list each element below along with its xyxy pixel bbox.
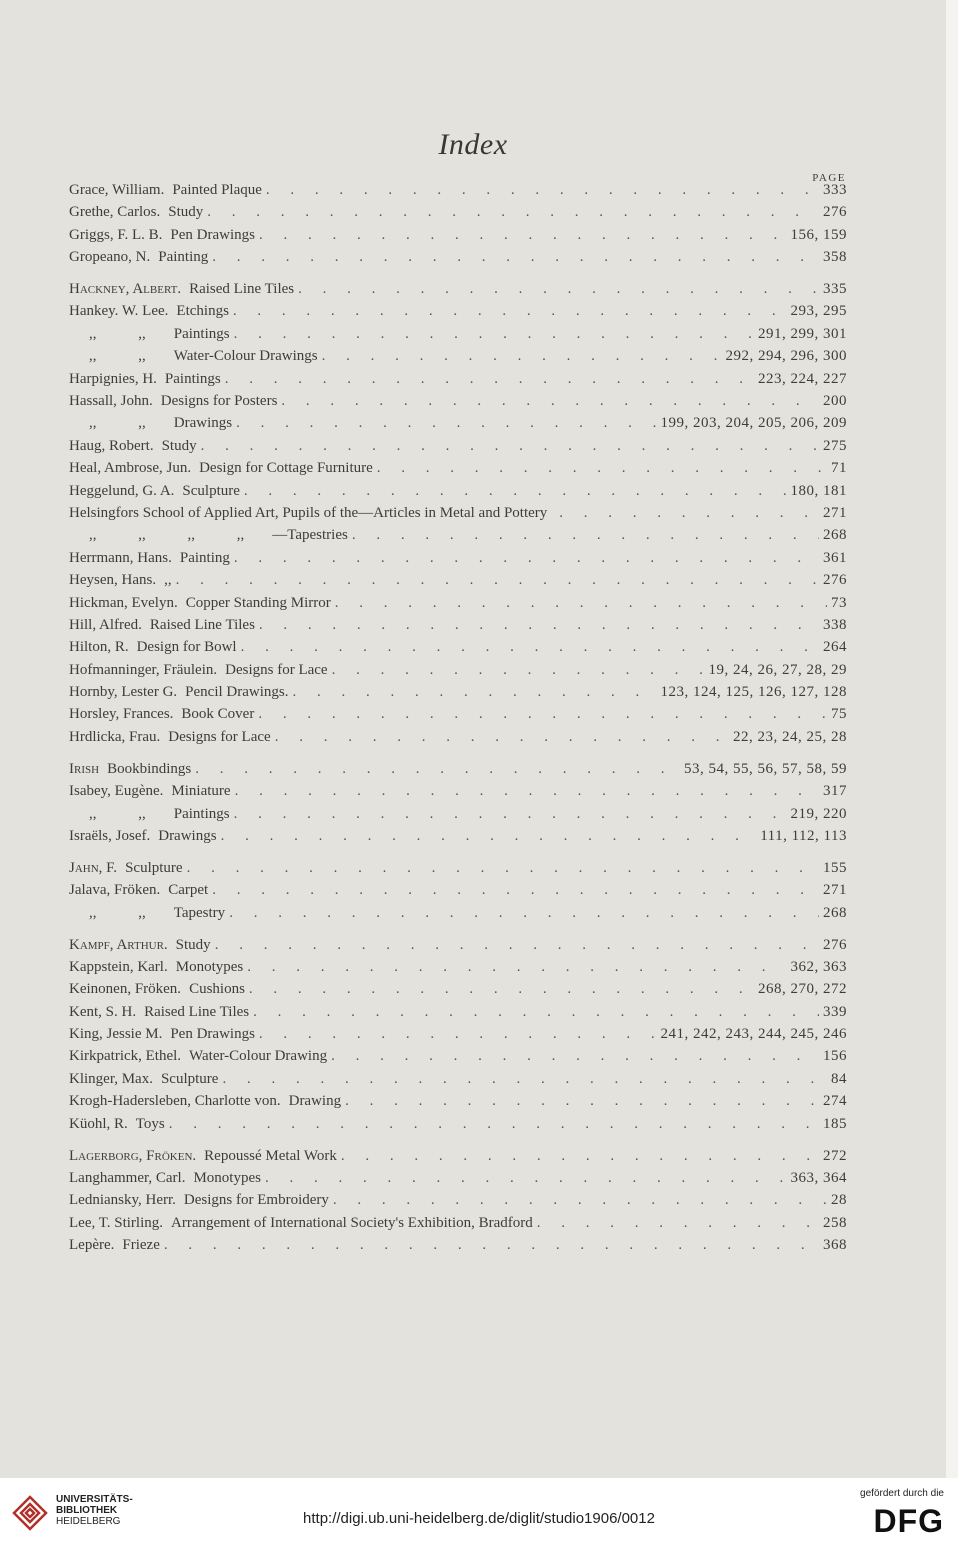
page-numbers: 291, 299, 301 bbox=[758, 325, 847, 342]
artist-name: Küohl, R. bbox=[69, 1115, 128, 1132]
page-numbers: 241, 242, 243, 244, 245, 246 bbox=[660, 1026, 847, 1043]
page-numbers: 293, 295 bbox=[790, 303, 847, 320]
dfg-logo: DFG bbox=[873, 1503, 944, 1539]
page-numbers: 53, 54, 55, 56, 57, 58, 59 bbox=[684, 760, 847, 777]
index-list bbox=[69, 182, 847, 1259]
work-title: Monotypes bbox=[175, 958, 244, 975]
entry-text bbox=[69, 882, 208, 899]
entry-text bbox=[69, 783, 231, 800]
entry-text bbox=[69, 505, 555, 522]
page-numbers: 276 bbox=[823, 936, 847, 953]
page-column-label: PAGE bbox=[812, 172, 846, 184]
dot-leader bbox=[537, 1215, 819, 1232]
work-title: Etchings bbox=[176, 303, 229, 320]
ditto-marks: ,, ,, bbox=[89, 348, 146, 365]
index-entry bbox=[69, 1116, 847, 1138]
dot-leader bbox=[195, 761, 680, 778]
index-entry bbox=[69, 1071, 847, 1093]
page-numbers: 156 bbox=[823, 1048, 847, 1065]
work-title: Raised Line Tiles bbox=[144, 1003, 250, 1020]
artist-name: Ledniansky, Herr. bbox=[69, 1192, 176, 1209]
work-title: Raised Line Tiles bbox=[189, 281, 295, 298]
dot-leader bbox=[234, 326, 754, 343]
dot-leader bbox=[212, 882, 819, 899]
work-title: Sculpture bbox=[182, 482, 240, 499]
work-title: Study bbox=[168, 204, 204, 221]
entry-text bbox=[69, 828, 217, 845]
work-title: Miniature bbox=[171, 783, 231, 800]
page-numbers: 75 bbox=[831, 706, 847, 723]
artist-name: Jalava, Fröken. bbox=[69, 882, 161, 899]
artist-name: Kampf, Arthur. bbox=[69, 936, 168, 953]
entry-text bbox=[69, 937, 211, 954]
page-numbers: 264 bbox=[823, 639, 847, 656]
dot-leader bbox=[225, 371, 754, 388]
dot-leader bbox=[266, 182, 819, 199]
index-entry bbox=[69, 505, 847, 527]
page-numbers: 276 bbox=[823, 572, 847, 589]
index-entry bbox=[69, 1170, 847, 1192]
entry-text bbox=[69, 204, 203, 221]
artist-name: Hankey. W. Lee. bbox=[69, 303, 169, 320]
artist-name: Klinger, Max. bbox=[69, 1070, 153, 1087]
page-numbers: 73 bbox=[831, 594, 847, 611]
dot-leader bbox=[164, 1237, 819, 1254]
entry-text bbox=[69, 303, 229, 320]
dot-leader bbox=[275, 729, 729, 746]
index-entry bbox=[69, 393, 847, 415]
page-edge bbox=[946, 0, 958, 1478]
entry-text bbox=[69, 806, 230, 823]
group-spacer bbox=[69, 850, 847, 860]
group-spacer bbox=[69, 1138, 847, 1148]
index-entry bbox=[69, 639, 847, 661]
work-title: Drawings bbox=[158, 827, 217, 844]
work-title: Repoussé Metal Work bbox=[204, 1147, 337, 1164]
page-numbers: 338 bbox=[823, 616, 847, 633]
dot-leader bbox=[229, 905, 819, 922]
index-entry bbox=[69, 1026, 847, 1048]
dot-leader bbox=[259, 617, 819, 634]
page-numbers: 185 bbox=[823, 1115, 847, 1132]
dot-leader bbox=[559, 505, 819, 522]
work-title: Arrangement of International Society's Exhibition, Bradford bbox=[171, 1214, 533, 1231]
page-numbers: 274 bbox=[823, 1093, 847, 1110]
dot-leader bbox=[293, 684, 657, 701]
entry-text bbox=[69, 1048, 327, 1065]
page-numbers: 180, 181 bbox=[790, 482, 847, 499]
artist-name: Griggs, F. L. B. bbox=[69, 226, 163, 243]
index-entry bbox=[69, 460, 847, 482]
dot-leader bbox=[236, 415, 656, 432]
artist-name: Langhammer, Carl. bbox=[69, 1169, 186, 1186]
entry-text bbox=[69, 662, 328, 679]
page-title: Index bbox=[438, 128, 508, 161]
artist-name: Heggelund, G. A. bbox=[69, 482, 175, 499]
dot-leader bbox=[265, 1170, 787, 1187]
artist-name: Kirkpatrick, Ethel. bbox=[69, 1048, 182, 1065]
index-entry bbox=[69, 1215, 847, 1237]
work-title: Paintings bbox=[173, 805, 230, 822]
page-numbers: 368 bbox=[823, 1237, 847, 1254]
index-entry bbox=[69, 1048, 847, 1070]
entry-text bbox=[69, 1026, 255, 1043]
dot-leader bbox=[241, 639, 819, 656]
entry-text bbox=[69, 1192, 329, 1209]
artist-name: Herrmann, Hans. bbox=[69, 549, 172, 566]
dot-leader bbox=[212, 249, 819, 266]
index-entry bbox=[69, 182, 847, 204]
artist-name: Isabey, Eugène. bbox=[69, 783, 164, 800]
dot-leader bbox=[222, 1071, 827, 1088]
artist-name: Lee, T. Stirling. bbox=[69, 1214, 164, 1231]
dot-leader bbox=[298, 281, 819, 298]
artist-name: Hrdlicka, Frau. bbox=[69, 728, 161, 745]
ditto-marks: ,, ,, bbox=[89, 805, 146, 822]
work-title: Designs for Embroidery bbox=[183, 1192, 329, 1209]
page-numbers: 275 bbox=[823, 437, 847, 454]
entry-text bbox=[69, 527, 348, 544]
work-title: Water-Colour Drawings bbox=[173, 348, 318, 365]
artist-name: Keinonen, Fröken. bbox=[69, 981, 182, 998]
dot-leader bbox=[234, 550, 819, 567]
page-numbers: 19, 24, 26, 27, 28, 29 bbox=[708, 661, 847, 678]
page-numbers: 272 bbox=[823, 1147, 847, 1164]
work-title: Painted Plaque bbox=[172, 182, 262, 198]
funding-note: gefördert durch die bbox=[860, 1488, 944, 1499]
entry-text bbox=[69, 981, 245, 998]
page-numbers: 84 bbox=[831, 1070, 847, 1087]
page-numbers: 156, 159 bbox=[790, 226, 847, 243]
artist-name: King, Jessie M. bbox=[69, 1026, 163, 1043]
page-numbers: 111, 112, 113 bbox=[760, 827, 847, 844]
dot-leader bbox=[169, 1116, 819, 1133]
library-name-line: BIBLIOTHEK bbox=[56, 1505, 118, 1516]
artist-name: Horsley, Frances. bbox=[69, 706, 174, 723]
entry-text bbox=[69, 483, 240, 500]
entry-text bbox=[69, 249, 208, 266]
dot-leader bbox=[176, 572, 819, 589]
work-title: Pen Drawings bbox=[170, 1026, 255, 1043]
page-numbers: 200 bbox=[823, 393, 847, 410]
dot-leader bbox=[259, 227, 787, 244]
work-title: Paintings bbox=[173, 325, 230, 342]
work-title: Frieze bbox=[122, 1237, 160, 1254]
work-title: Toys bbox=[135, 1115, 165, 1132]
entry-text bbox=[69, 905, 225, 922]
work-title: Water-Colour Drawing bbox=[189, 1048, 328, 1065]
index-entry bbox=[69, 550, 847, 572]
index-entry bbox=[69, 806, 847, 828]
artist-name: Haug, Robert. bbox=[69, 437, 154, 454]
artist-name: Heal, Ambrose, Jun. bbox=[69, 460, 192, 477]
dot-leader bbox=[187, 860, 819, 877]
dot-leader bbox=[215, 937, 819, 954]
page-numbers: 223, 224, 227 bbox=[758, 370, 847, 387]
dot-leader bbox=[235, 783, 819, 800]
work-title: Painting bbox=[158, 249, 209, 266]
entry-text bbox=[69, 1170, 261, 1187]
page-numbers: 71 bbox=[831, 460, 847, 477]
entry-text bbox=[69, 684, 289, 701]
work-title: Monotypes bbox=[193, 1169, 261, 1186]
entry-text bbox=[69, 761, 191, 778]
index-entry bbox=[69, 882, 847, 904]
entry-text bbox=[69, 595, 331, 612]
index-entry bbox=[69, 662, 847, 684]
ditto-marks: ,, ,, bbox=[89, 415, 146, 432]
ditto-marks: ,, ,, bbox=[89, 904, 146, 921]
group-spacer bbox=[69, 751, 847, 761]
page-numbers: 276 bbox=[823, 204, 847, 221]
entry-text bbox=[69, 729, 271, 746]
work-title: Pencil Drawings. bbox=[185, 684, 289, 701]
index-entry bbox=[69, 937, 847, 959]
group-spacer bbox=[69, 272, 847, 282]
entry-text bbox=[69, 1148, 337, 1165]
work-title: ,, bbox=[164, 572, 172, 589]
page-numbers: 292, 294, 296, 300 bbox=[725, 348, 847, 365]
page-numbers: 123, 124, 125, 126, 127, 128 bbox=[660, 684, 847, 701]
index-entry bbox=[69, 415, 847, 437]
index-entry bbox=[69, 729, 847, 751]
index-entry bbox=[69, 860, 847, 882]
page-numbers: 358 bbox=[823, 249, 847, 266]
index-entry bbox=[69, 959, 847, 981]
artist-name: Hickman, Evelyn. bbox=[69, 594, 178, 611]
artist-name: Grace, William. bbox=[69, 182, 165, 198]
work-title: Designs for Posters bbox=[160, 393, 278, 410]
artist-name: Grethe, Carlos. bbox=[69, 204, 161, 221]
artist-name: Irish bbox=[69, 760, 100, 777]
index-entry bbox=[69, 905, 847, 927]
dot-leader bbox=[201, 438, 819, 455]
work-title: Drawings bbox=[173, 415, 233, 432]
page-numbers: 363, 364 bbox=[790, 1169, 847, 1186]
work-title: Copper Standing Mirror bbox=[185, 594, 331, 611]
dot-leader bbox=[333, 1192, 827, 1209]
entry-text bbox=[69, 1004, 249, 1021]
work-title: Pen Drawings bbox=[170, 226, 255, 243]
artist-name: Kappstein, Karl. bbox=[69, 958, 168, 975]
index-entry bbox=[69, 761, 847, 783]
page-numbers: 219, 220 bbox=[790, 805, 847, 822]
index-entry bbox=[69, 249, 847, 271]
index-entry bbox=[69, 227, 847, 249]
entry-text bbox=[69, 393, 277, 410]
artist-name: Israëls, Josef. bbox=[69, 827, 151, 844]
entry-text bbox=[69, 1237, 160, 1254]
library-name-line: HEIDELBERG bbox=[56, 1516, 121, 1527]
index-entry bbox=[69, 595, 847, 617]
index-entry bbox=[69, 706, 847, 728]
entry-text bbox=[69, 460, 373, 477]
page-numbers: 22, 23, 24, 25, 28 bbox=[733, 728, 847, 745]
work-title: Bookbindings bbox=[107, 760, 192, 777]
page-numbers: 268 bbox=[823, 904, 847, 921]
page-numbers: 268 bbox=[823, 527, 847, 544]
entry-text bbox=[69, 639, 237, 656]
entry-text bbox=[69, 348, 318, 365]
index-entry bbox=[69, 828, 847, 850]
entry-text bbox=[69, 438, 197, 455]
page-numbers: 271 bbox=[823, 504, 847, 521]
work-title: Painting bbox=[179, 549, 230, 566]
library-name-line: UNIVERSITÄTS- bbox=[56, 1494, 133, 1505]
index-entry bbox=[69, 1004, 847, 1026]
dot-leader bbox=[341, 1148, 819, 1165]
dot-leader bbox=[258, 706, 827, 723]
dot-leader bbox=[377, 460, 827, 477]
entry-text bbox=[69, 860, 183, 877]
index-entry bbox=[69, 303, 847, 325]
work-title: Book Cover bbox=[181, 706, 255, 723]
index-entry bbox=[69, 527, 847, 549]
page-numbers: 335 bbox=[823, 281, 847, 298]
work-title: Sculpture bbox=[160, 1070, 219, 1087]
work-title: Sculpture bbox=[125, 859, 183, 876]
dot-leader bbox=[249, 981, 754, 998]
artist-name: Krogh-Hadersleben, Charlotte von. bbox=[69, 1093, 281, 1110]
work-title: Design for Cottage Furniture bbox=[199, 460, 373, 477]
entry-text bbox=[69, 706, 254, 723]
artist-name: Hilton, R. bbox=[69, 639, 129, 656]
work-title: Study bbox=[161, 437, 197, 454]
entry-text bbox=[69, 1093, 341, 1110]
artist-name: Heysen, Hans. bbox=[69, 572, 157, 589]
entry-text bbox=[69, 959, 243, 976]
page-numbers: 268, 270, 272 bbox=[758, 981, 847, 998]
dot-leader bbox=[345, 1093, 819, 1110]
index-entry bbox=[69, 438, 847, 460]
work-title: Paintings bbox=[164, 370, 221, 387]
work-title: Raised Line Tiles bbox=[149, 616, 255, 633]
index-entry bbox=[69, 483, 847, 505]
index-entry bbox=[69, 684, 847, 706]
dot-leader bbox=[244, 483, 787, 500]
page-numbers: 199, 203, 204, 205, 206, 209 bbox=[660, 415, 847, 432]
page-numbers: 361 bbox=[823, 549, 847, 566]
artist-name: Gropeano, N. bbox=[69, 249, 151, 266]
dot-leader bbox=[253, 1004, 819, 1021]
artist-name: Hassall, John. bbox=[69, 393, 153, 410]
entry-text bbox=[69, 281, 294, 298]
ditto-marks: ,, ,, ,, ,, bbox=[89, 527, 245, 544]
index-entry bbox=[69, 783, 847, 805]
entry-text bbox=[69, 1215, 533, 1232]
entry-text bbox=[69, 572, 172, 589]
page-numbers: 317 bbox=[823, 783, 847, 800]
artist-name: Hornby, Lester G. bbox=[69, 684, 178, 701]
artist-name: Hill, Alfred. bbox=[69, 616, 142, 633]
dot-leader bbox=[331, 1048, 819, 1065]
artist-name: Kent, S. H. bbox=[69, 1003, 137, 1020]
index-entry bbox=[69, 617, 847, 639]
work-title: Cushions bbox=[189, 981, 245, 998]
work-title: Designs for Lace bbox=[168, 728, 271, 745]
dot-leader bbox=[352, 527, 819, 544]
page-numbers: 339 bbox=[823, 1003, 847, 1020]
work-title: Tapestry bbox=[173, 904, 226, 921]
entry-text bbox=[69, 326, 230, 343]
index-entry bbox=[69, 1192, 847, 1214]
entry-text bbox=[69, 1071, 218, 1088]
entry-text bbox=[69, 415, 232, 432]
work-title: Designs for Lace bbox=[225, 661, 328, 678]
entry-text bbox=[69, 617, 255, 634]
entry-text bbox=[69, 371, 221, 388]
artist-name: Helsingfors School of Applied Art, Pupils of the—Articles in Metal and Pottery bbox=[69, 504, 548, 521]
index-entry bbox=[69, 572, 847, 594]
dot-leader bbox=[221, 828, 757, 845]
artist-name: Hackney, Albert. bbox=[69, 281, 182, 298]
work-title: Drawing bbox=[288, 1093, 342, 1110]
page-numbers: 362, 363 bbox=[790, 958, 847, 975]
ditto-marks: ,, ,, bbox=[89, 325, 146, 342]
dot-leader bbox=[259, 1026, 657, 1043]
entry-text bbox=[69, 550, 230, 567]
dot-leader bbox=[247, 959, 786, 976]
page-numbers: 258 bbox=[823, 1214, 847, 1231]
entry-text bbox=[69, 1116, 165, 1133]
page-numbers: 271 bbox=[823, 882, 847, 899]
index-entry bbox=[69, 281, 847, 303]
work-title: Design for Bowl bbox=[136, 639, 237, 656]
page-numbers: 28 bbox=[831, 1192, 847, 1209]
dot-leader bbox=[233, 303, 787, 320]
artist-name: Hofmanninger, Fräulein. bbox=[69, 661, 218, 678]
work-title: Carpet bbox=[168, 882, 209, 899]
index-entry bbox=[69, 1237, 847, 1259]
artist-name: Lagerborg, Fröken. bbox=[69, 1147, 197, 1164]
index-entry bbox=[69, 981, 847, 1003]
index-entry bbox=[69, 348, 847, 370]
work-title: —Tapestries bbox=[272, 527, 348, 544]
index-entry bbox=[69, 1093, 847, 1115]
artist-name: Lepère. bbox=[69, 1237, 115, 1254]
artist-name: Harpignies, H. bbox=[69, 370, 157, 387]
dot-leader bbox=[335, 595, 827, 612]
page-numbers: 155 bbox=[823, 859, 847, 876]
dot-leader bbox=[281, 393, 819, 410]
index-entry bbox=[69, 371, 847, 393]
dot-leader bbox=[207, 204, 819, 221]
entry-text bbox=[69, 227, 255, 244]
artist-name: Jahn, F. bbox=[69, 859, 118, 876]
entry-text bbox=[69, 182, 262, 199]
index-entry bbox=[69, 326, 847, 348]
dot-leader bbox=[322, 348, 722, 365]
page-numbers: 333 bbox=[823, 182, 847, 198]
dot-leader bbox=[332, 662, 705, 679]
work-title: Study bbox=[175, 936, 211, 953]
index-entry bbox=[69, 204, 847, 226]
group-spacer bbox=[69, 927, 847, 937]
dot-leader bbox=[234, 806, 787, 823]
index-entry bbox=[69, 1148, 847, 1170]
source-url-link[interactable]: http://digi.ub.uni-heidelberg.de/diglit/studio1906/0012 bbox=[303, 1510, 655, 1527]
